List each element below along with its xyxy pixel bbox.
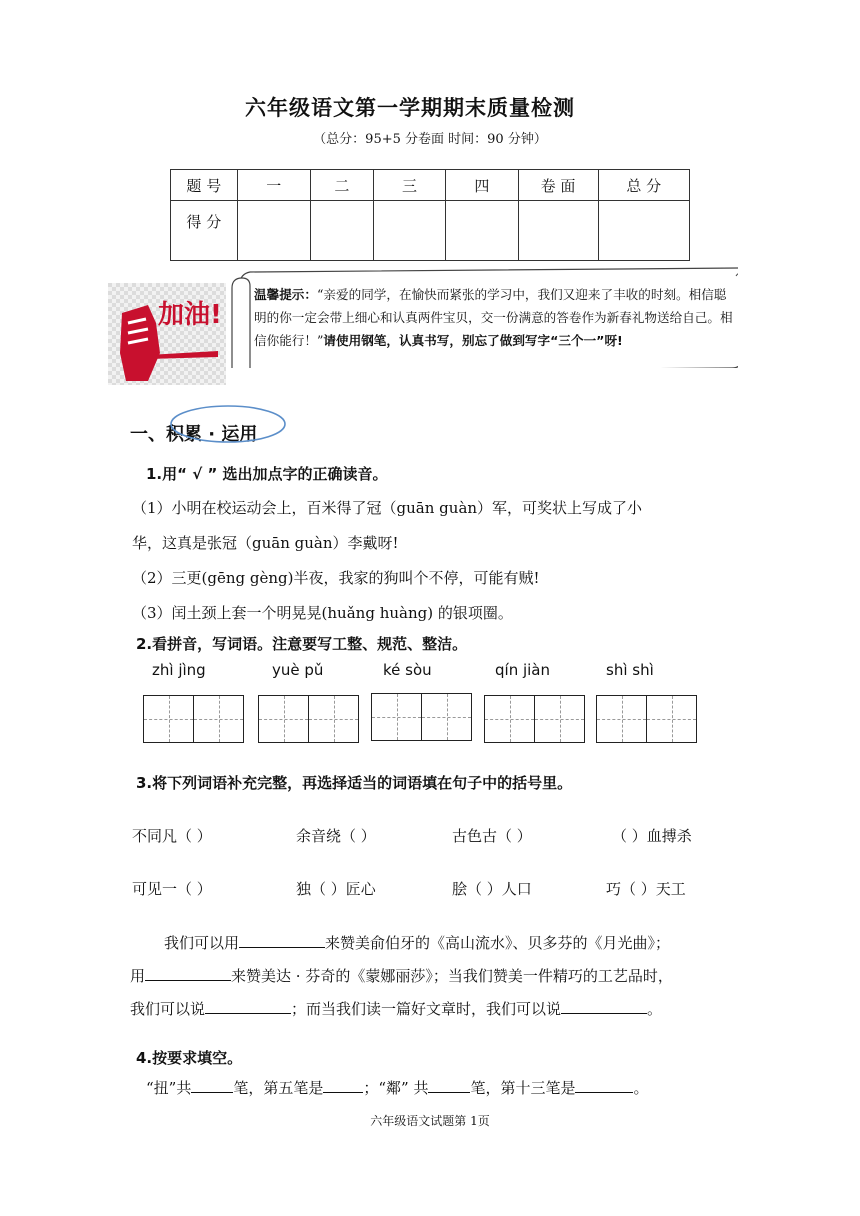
q3-paragraph-line bbox=[130, 965, 673, 986]
blank-line[interactable] bbox=[428, 1078, 470, 1093]
text-run: “扭”共 bbox=[146, 1079, 192, 1097]
page-subtitle: （总分：95+5 分卷面 时间：90 分钟） bbox=[313, 132, 547, 147]
q1-line: （1）小明在校运动会上，百米得了冠（guān guàn）军，可奖状上写成了小 bbox=[132, 499, 643, 517]
blank-line[interactable] bbox=[575, 1078, 633, 1093]
writing-grid[interactable] bbox=[371, 693, 472, 741]
text-run: 我们可以用 bbox=[164, 934, 240, 952]
writing-cell[interactable] bbox=[372, 694, 422, 740]
section-heading: 一、积累 · 运用 bbox=[130, 424, 258, 445]
q1-line: 华，这真是张冠（guān guàn）李戴呀! bbox=[132, 534, 399, 552]
idiom-item: （ ）血搏杀 bbox=[612, 827, 692, 845]
q4-line bbox=[146, 1077, 649, 1098]
pinyin-label: qín jiàn bbox=[495, 661, 550, 679]
page-title: 六年级语文第一学期期末质量检测 bbox=[245, 96, 575, 120]
writing-grid[interactable] bbox=[258, 695, 359, 743]
score-input-cell[interactable] bbox=[237, 201, 310, 261]
score-input-cell[interactable] bbox=[446, 201, 518, 261]
text-run: 。 bbox=[647, 1000, 663, 1018]
tip-emphasis: 请使用钢笔，认真书写，别忘了做到写字“三个一”呀! bbox=[323, 333, 623, 348]
q3-title: 3.将下列词语补充完整，再选择适当的词语填在句子中的括号里。 bbox=[136, 774, 573, 792]
text-run: 。 bbox=[633, 1079, 649, 1097]
blank-line[interactable] bbox=[191, 1078, 233, 1093]
pinyin-label: zhì jìng bbox=[152, 661, 206, 679]
heading-ellipse bbox=[168, 404, 288, 444]
score-input-cell[interactable] bbox=[518, 201, 598, 261]
writing-cell[interactable] bbox=[485, 696, 535, 742]
idiom-item: 独（ ）匠心 bbox=[296, 880, 376, 898]
score-input-cell[interactable] bbox=[310, 201, 373, 261]
q3-paragraph-line bbox=[130, 998, 662, 1019]
blank-line[interactable] bbox=[239, 933, 325, 948]
score-input-cell[interactable] bbox=[373, 201, 445, 261]
score-header-cell: 二 bbox=[310, 170, 373, 201]
blank-line[interactable] bbox=[561, 999, 647, 1014]
tip-body: “亲爱的同学，在愉快而紧张的学习中，我们又迎来了丰收的时刻。相信聪明的你一定会带上细心和认真两件宝贝，交一份满意的答卷作为新春礼物送给自己。相信你能行！” bbox=[254, 287, 733, 348]
pinyin-label: yuè pǔ bbox=[272, 661, 324, 679]
writing-cell[interactable] bbox=[309, 696, 358, 742]
cheer-text: 加油! bbox=[158, 300, 222, 330]
pinyin-label: ké sòu bbox=[383, 661, 432, 679]
writing-cell[interactable] bbox=[535, 696, 584, 742]
idiom-item: 不同凡（ ） bbox=[132, 827, 212, 845]
q2-title: 2.看拼音，写词语。注意要写工整、规范、整洁。 bbox=[136, 635, 468, 653]
text-run: 我们可以说 bbox=[130, 1000, 206, 1018]
score-header-cell: 题 号 bbox=[171, 170, 238, 201]
idiom-item: 巧（ ）天工 bbox=[606, 880, 686, 898]
writing-cell[interactable] bbox=[259, 696, 309, 742]
score-header-cell: 三 bbox=[373, 170, 445, 201]
text-run: 笔，第五笔是 bbox=[233, 1079, 324, 1097]
q3-paragraph-line bbox=[164, 932, 670, 953]
tip-text bbox=[254, 283, 738, 352]
text-run: 笔，第十三笔是 bbox=[470, 1079, 576, 1097]
text-run: 来赞美俞伯牙的《高山流水》、贝多芬的《月光曲》； bbox=[325, 934, 671, 952]
q1-line: （2）三更(gēng gèng)半夜，我家的狗叫个不停，可能有贼! bbox=[132, 569, 540, 587]
q1-title: 1.用“ √ ” 选出加点字的正确读音。 bbox=[146, 465, 388, 483]
score-row-label: 得 分 bbox=[171, 201, 238, 261]
score-table bbox=[170, 169, 690, 261]
writing-grid[interactable] bbox=[143, 695, 244, 743]
score-header-cell: 总 分 bbox=[598, 170, 690, 201]
idiom-item: 余音绕（ ） bbox=[296, 827, 376, 845]
score-header-cell: 四 bbox=[446, 170, 518, 201]
writing-grid[interactable] bbox=[484, 695, 585, 743]
idiom-item: 脍（ ）人口 bbox=[452, 880, 532, 898]
writing-cell[interactable] bbox=[597, 696, 647, 742]
score-input-cell[interactable] bbox=[598, 201, 690, 261]
score-header-cell: 卷 面 bbox=[518, 170, 598, 201]
q1-line: （3）闰土颈上套一个明晃晃(huǎng huàng) 的银项圈。 bbox=[132, 604, 513, 622]
cheer-fist-icon bbox=[108, 283, 226, 385]
text-run: 来赞美达 · 芬奇的《蒙娜丽莎》；当我们赞美一件精巧的工艺品时， bbox=[231, 967, 673, 985]
pinyin-label: shì shì bbox=[606, 661, 654, 679]
idiom-item: 古色古（ ） bbox=[452, 827, 532, 845]
text-run: 用 bbox=[130, 967, 146, 985]
score-header-cell: 一 bbox=[237, 170, 310, 201]
writing-cell[interactable] bbox=[422, 694, 471, 740]
tip-label: 温馨提示： bbox=[254, 287, 317, 302]
q4-title: 4.按要求填空。 bbox=[136, 1049, 243, 1067]
writing-cell[interactable] bbox=[194, 696, 243, 742]
blank-line[interactable] bbox=[323, 1078, 363, 1093]
text-run: ；而当我们读一篇好文章时，我们可以说 bbox=[291, 1000, 562, 1018]
idiom-item: 可见一（ ） bbox=[132, 880, 212, 898]
writing-grid[interactable] bbox=[596, 695, 697, 743]
blank-line[interactable] bbox=[205, 999, 291, 1014]
writing-cell[interactable] bbox=[144, 696, 194, 742]
text-run: ；“鄰” 共 bbox=[363, 1079, 429, 1097]
writing-cell[interactable] bbox=[647, 696, 696, 742]
blank-line[interactable] bbox=[145, 966, 231, 981]
page-footer: 六年级语文试题第 1页 bbox=[370, 1114, 490, 1128]
